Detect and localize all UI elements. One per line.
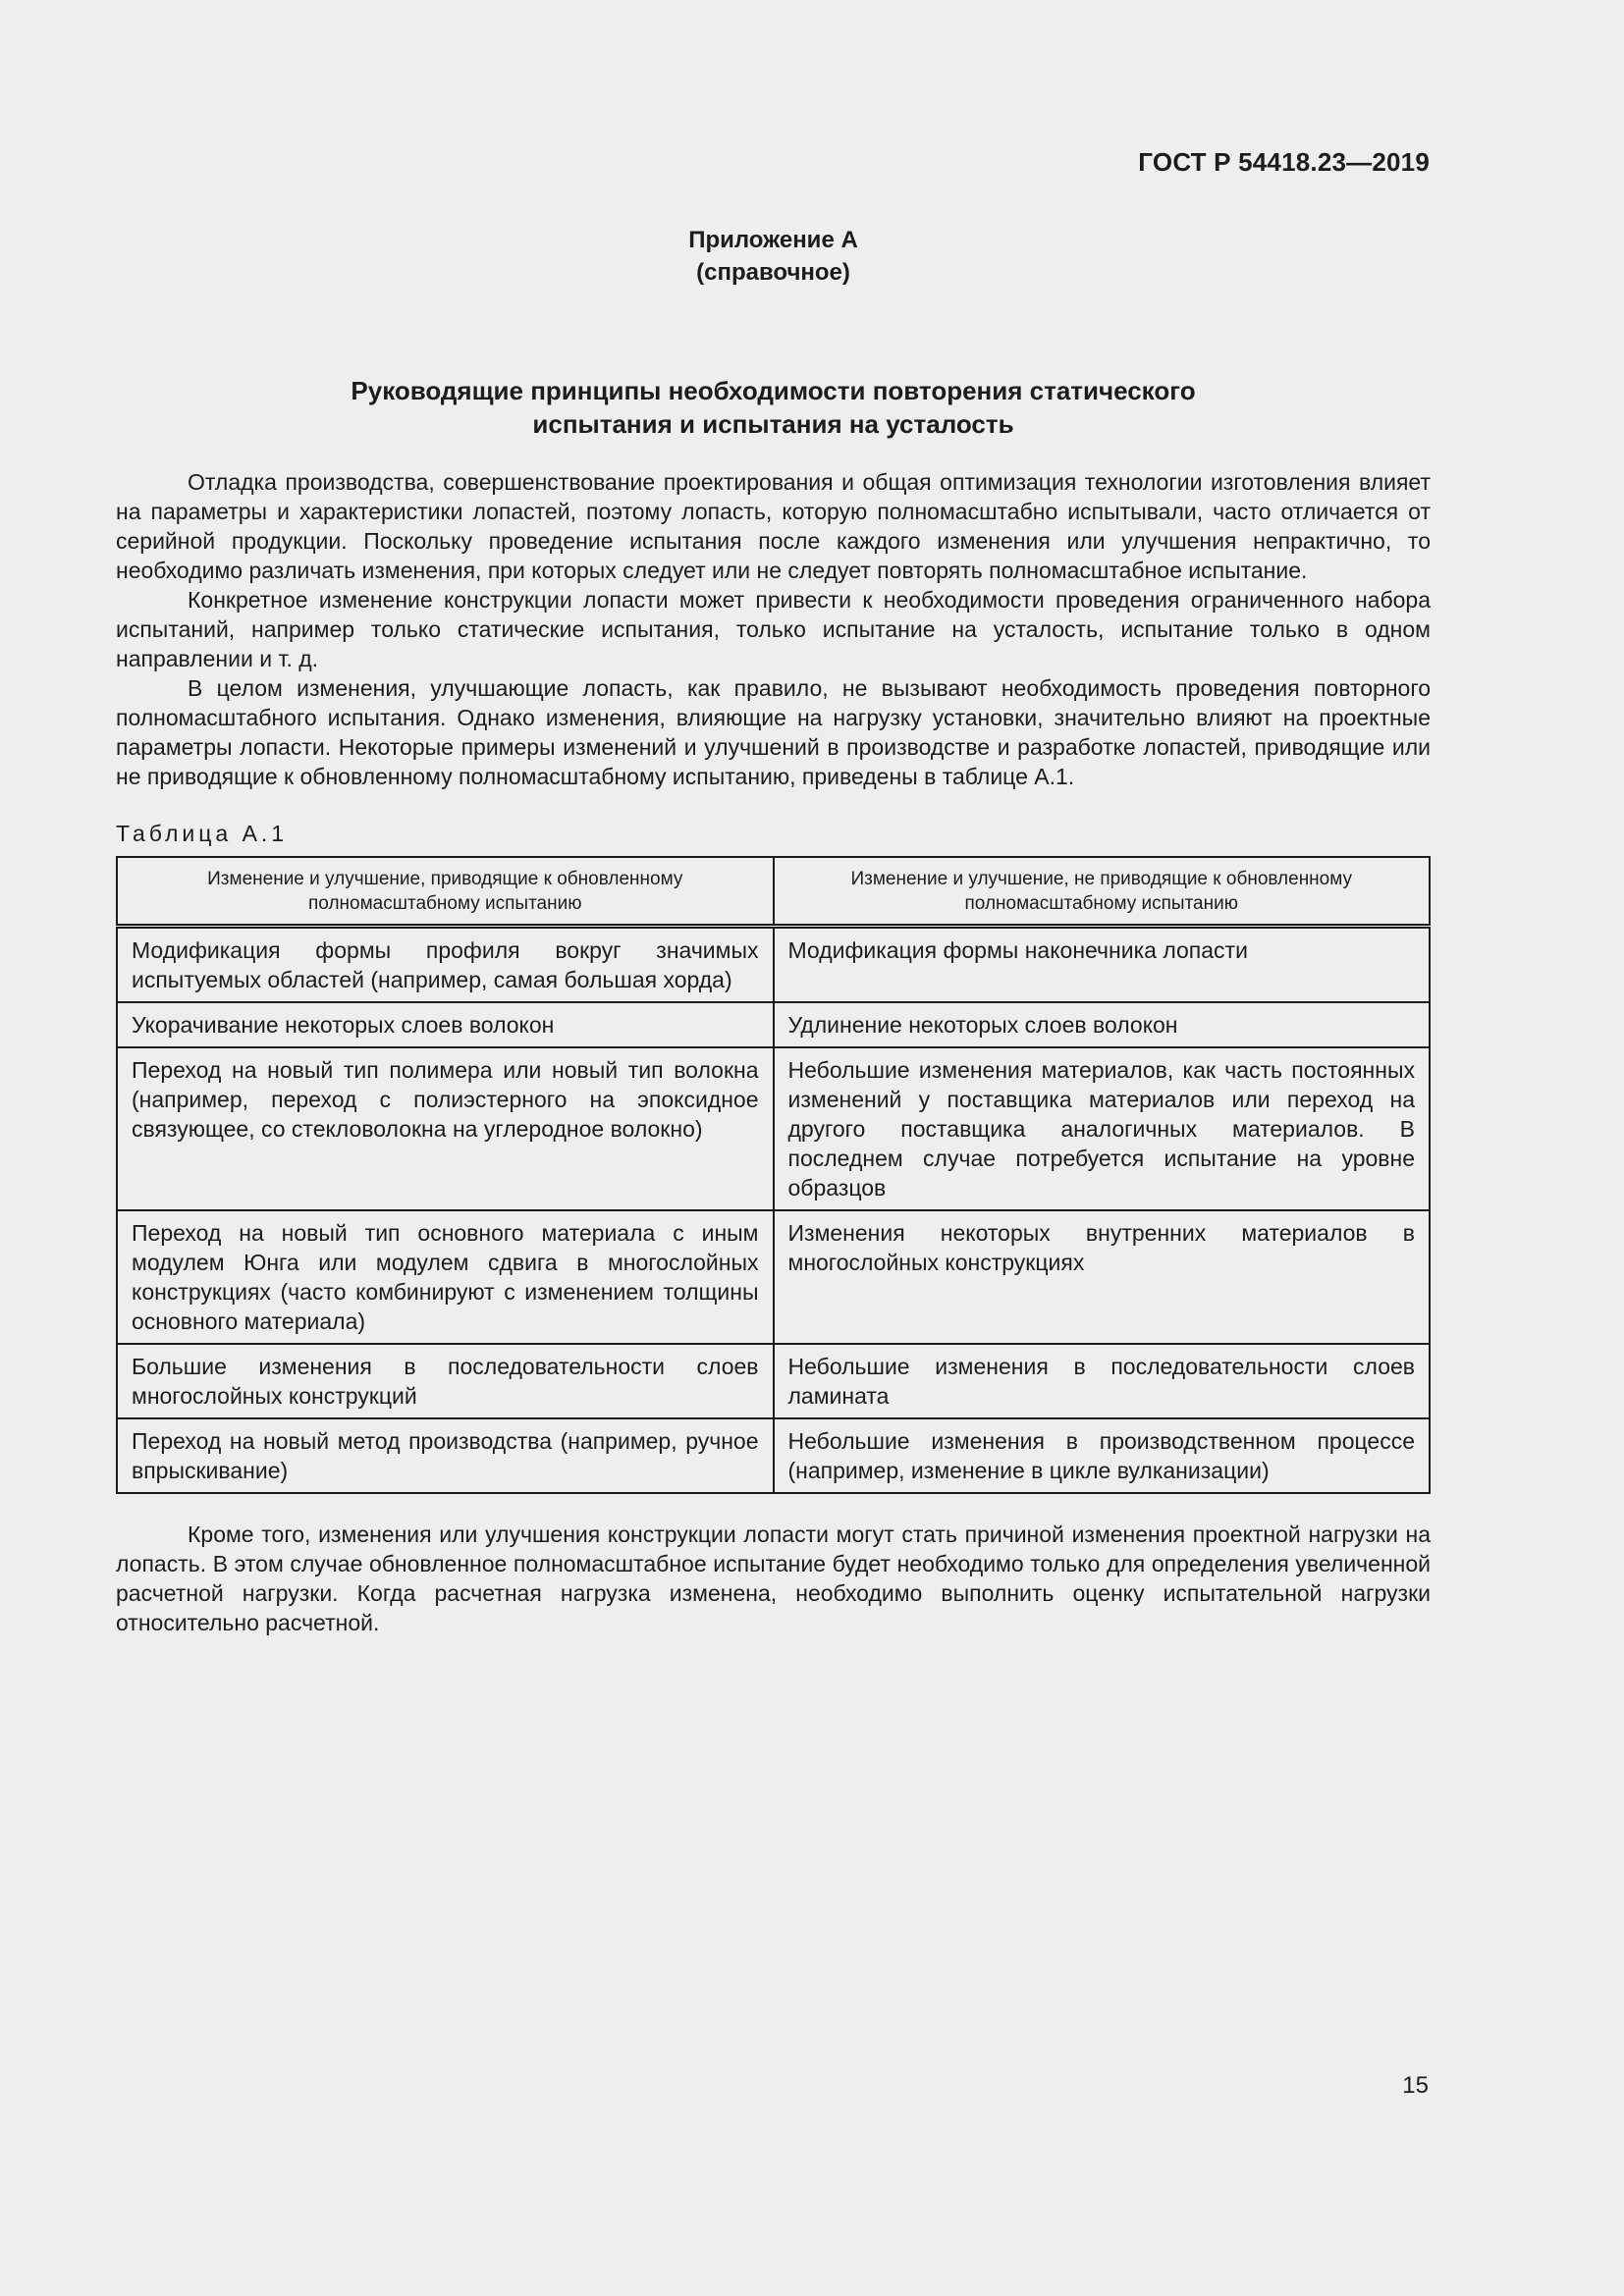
table-cell: Небольшие изменения материалов, как часть постоянных изменений у поставщика материалов или переход на другого поставщика аналогичных материалов. В последнем случае потребуется испытание на уровне образцов [774,1047,1431,1210]
table-cell: Переход на новый тип основного материала с иным модулем Юнга или модулем сдвига в многослойных конструкциях (часто комбинируют с изменением толщины основного материала) [117,1210,774,1344]
section-heading-line-2: испытания и испытания на усталость [532,409,1014,439]
table-header-row [117,857,1430,927]
table-row [117,1047,1430,1210]
table-row [117,1344,1430,1418]
column-header-no-retest: Изменение и улучшение, не приводящие к обновленному полномасштабному испытанию [774,857,1431,927]
table-row [117,1210,1430,1344]
table-cell: Переход на новый метод производства (например, ручное впрыскивание) [117,1418,774,1493]
table-cell: Небольшие изменения в производственном процессе (например, изменение в цикле вулканизации) [774,1418,1431,1493]
section-heading [0,374,1546,441]
table-cell: Большие изменения в последовательности слоев многослойных конструкций [117,1344,774,1418]
appendix-title: Приложение А [688,227,858,253]
table-cell: Модификация формы наконечника лопасти [774,927,1431,1003]
paragraph: Отладка производства, совершенствование проектирования и общая оптимизация технологии изготовления влияет на параметры и характеристики лопастей, поэтому лопасть, которую полномасштабно испытывали, часто отличается от серийной продукции. Поскольку проведение испытания после каждого изменения или улучшения непрактично, то необходимо различать изменения, при которых следует или не следует повторять полномасштабное испытание. [116,469,1431,583]
table-cell: Укорачивание некоторых слоев волокон [117,1002,774,1047]
closing-paragraph: Кроме того, изменения или улучшения конструкции лопасти могут стать причиной изменения проектной нагрузки на лопасть. В этом случае обновленное полномасштабное испытание будет необходимо только для определения увеличенной расчетной нагрузки. Когда расчетная нагрузка изменена, необходимо выполнить оценку испытательной нагрузки относительно расчетной. [116,1522,1431,1635]
table-cell: Удлинение некоторых слоев волокон [774,1002,1431,1047]
table-row [117,927,1430,1003]
document-body [116,467,1431,1637]
paragraph: Конкретное изменение конструкции лопасти может привести к необходимости проведения ограниченного набора испытаний, например только статические испытания, только испытание на усталость, испытание только в одном направлении и т. д. [116,587,1431,671]
table-cell: Изменения некоторых внутренних материалов в многослойных конструкциях [774,1210,1431,1344]
document-code: ГОСТ Р 54418.23—2019 [1138,147,1430,177]
table-cell: Переход на новый тип полимера или новый тип волокна (например, переход с полиэстерного на эпоксидное связующее, со стекловолокна на углеродное волокно) [117,1047,774,1210]
table-caption: Таблица А.1 [116,821,289,846]
page-number: 15 [1402,2072,1429,2099]
column-header-retest: Изменение и улучшение, приводящие к обновленному полномасштабному испытанию [117,857,774,927]
table-row [117,1002,1430,1047]
appendix-subtitle: (справочное) [696,259,850,286]
appendix-heading [0,224,1546,289]
table-cell: Модификация формы профиля вокруг значимых испытуемых областей (например, самая большая хорда) [117,927,774,1003]
changes-table [116,856,1431,1494]
paragraph: В целом изменения, улучшающие лопасть, как правило, не вызывают необходимость проведения повторного полномасштабного испытания. Однако изменения, влияющие на нагрузку установки, значительно влияют на проектные параметры лопасти. Некоторые примеры изменений и улучшений в производстве и разработке лопастей, приводящие или не приводящие к обновленному полномасштабному испытанию, приведены в таблице А.1. [116,675,1431,789]
section-heading-line-1: Руководящие принципы необходимости повторения статического [351,376,1196,405]
table-cell: Небольшие изменения в последовательности слоев ламината [774,1344,1431,1418]
table-row [117,1418,1430,1493]
